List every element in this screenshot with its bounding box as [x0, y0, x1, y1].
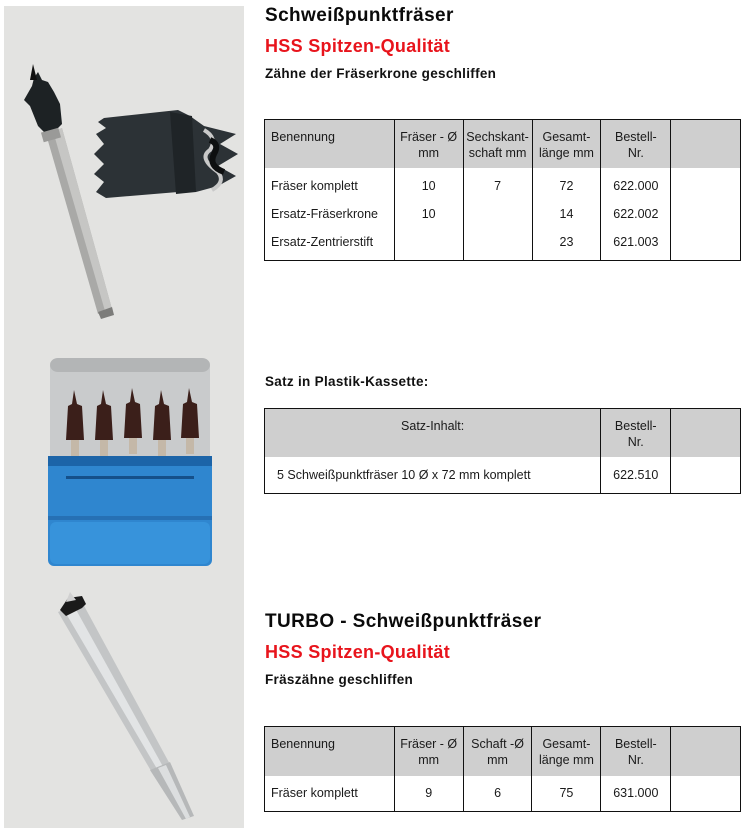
cell-diameter: 9	[394, 776, 463, 812]
cell-diameter	[394, 228, 463, 261]
section1-description: Zähne der Fräserkrone geschliffen	[265, 66, 497, 81]
header-length: Gesamt- länge mm	[532, 120, 601, 168]
header-empty	[671, 409, 741, 457]
header-diameter: Fräser - Ø mm	[394, 727, 463, 776]
header-diameter: Fräser - Ø mm	[394, 120, 463, 168]
spot-weld-cutter-image	[4, 6, 244, 326]
header-order-no: Bestell- Nr.	[601, 727, 671, 776]
cutter-head	[24, 64, 62, 142]
cell-extra	[671, 200, 741, 228]
cell-order-no: 631.000	[601, 776, 671, 812]
header-order-no: Bestell- Nr.	[601, 409, 671, 457]
table-row	[265, 776, 741, 812]
cell-name: Fräser komplett	[265, 168, 395, 200]
table-row	[265, 228, 741, 261]
section1-title: Schweißpunktfräser	[265, 5, 454, 26]
cell-set-content: 5 Schweißpunktfräser 10 Ø x 72 mm komplett	[265, 457, 601, 494]
cell-length: 23	[532, 228, 601, 261]
section1-subtitle: HSS Spitzen-Qualität	[265, 36, 451, 56]
table-header-row	[265, 120, 741, 168]
cell-shank	[463, 200, 532, 228]
table-header-row	[265, 727, 741, 776]
header-shank: Sechskant- schaft mm	[463, 120, 532, 168]
header-length: Gesamt- länge mm	[532, 727, 601, 776]
section3-description: Fräszähne geschliffen	[265, 672, 414, 687]
section2-title: Satz in Plastik-Kassette:	[265, 374, 429, 389]
turbo-shaft	[58, 602, 194, 820]
section3-spec-table	[264, 726, 741, 812]
plastic-cassette-image	[4, 330, 244, 580]
cell-length: 14	[532, 200, 601, 228]
cell-extra	[671, 228, 741, 261]
header-set-content: Satz-Inhalt:	[265, 409, 601, 457]
table-row	[265, 200, 741, 228]
cell-shank	[463, 228, 532, 261]
cell-diameter: 10	[394, 168, 463, 200]
cutter-crown	[94, 110, 238, 198]
section1-spec-table	[264, 119, 741, 261]
table-row	[265, 457, 741, 494]
cell-extra	[671, 457, 741, 494]
table-row	[265, 168, 741, 200]
cell-name: Ersatz-Fräserkrone	[265, 200, 395, 228]
cell-length: 75	[532, 776, 601, 812]
header-empty	[671, 120, 741, 168]
cell-order-no: 622.002	[601, 200, 671, 228]
cell-diameter: 10	[394, 200, 463, 228]
cell-name: Fräser komplett	[265, 776, 395, 812]
cell-shank: 7	[463, 168, 532, 200]
cell-name: Ersatz-Zentrierstift	[265, 228, 395, 261]
cell-extra	[671, 168, 741, 200]
section3-subtitle: HSS Spitzen-Qualität	[265, 642, 451, 662]
header-empty	[671, 727, 741, 776]
cell-shank: 6	[463, 776, 532, 812]
header-benennung: Benennung	[265, 120, 395, 168]
section3-title: TURBO - Schweißpunktfräser	[265, 611, 542, 632]
cell-extra	[671, 776, 741, 812]
header-shank: Schaft -Ø mm	[463, 727, 532, 776]
section2-set-table	[264, 408, 741, 494]
cell-length: 72	[532, 168, 601, 200]
header-order-no: Bestell- Nr.	[601, 120, 671, 168]
header-benennung: Benennung	[265, 727, 395, 776]
turbo-cutter-image	[4, 588, 244, 828]
table-header-row	[265, 409, 741, 457]
cell-order-no: 622.510	[601, 457, 671, 494]
cell-order-no: 621.003	[601, 228, 671, 261]
cell-order-no: 622.000	[601, 168, 671, 200]
